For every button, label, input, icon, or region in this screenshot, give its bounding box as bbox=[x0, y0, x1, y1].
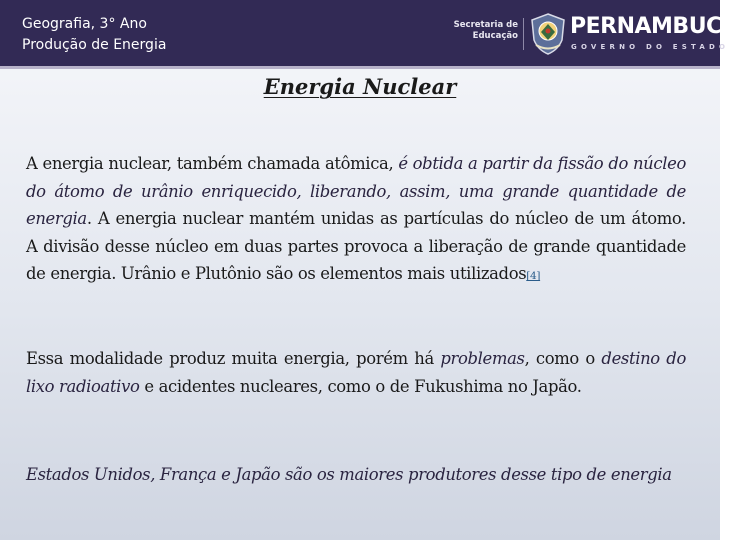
paragraph2-connector: , como o bbox=[524, 349, 602, 368]
paragraph2-rest: e acidentes nucleares, como o de Fukushima no Japão. bbox=[139, 376, 582, 396]
subject-line-topic: Produção de Energia bbox=[22, 37, 167, 53]
secretaria-line2: Educação bbox=[472, 31, 518, 41]
citation-link[interactable]: [4] bbox=[526, 270, 541, 282]
paragraph2-intro: Essa modalidade produz muita energia, porém há bbox=[26, 349, 441, 368]
paragraph1-intro: A energia nuclear, também chamada atômica, bbox=[26, 154, 399, 173]
state-crest-icon bbox=[528, 12, 568, 56]
slide-title-text: Energia Nuclear bbox=[263, 74, 457, 99]
paragraph1-rest: . A energia nuclear mantém unidas as partículas do núcleo de um átomo. A divisão desse núcleo em duas partes provoca a liberação de grande quantidade de energia. Urânio e Plutônio são os elementos mais utilizados bbox=[26, 209, 686, 283]
paragraph2-problems: problemas bbox=[440, 349, 525, 368]
paragraph2-waste: destino do lixo radioativo bbox=[26, 349, 686, 396]
brand-wordmark: PERNAMBUCO bbox=[570, 14, 740, 39]
header-bar bbox=[0, 0, 740, 66]
secretaria-line1: Secretaria de bbox=[453, 20, 518, 30]
secretaria-label bbox=[452, 20, 518, 42]
paragraph1-italic: é obtida a partir da fissão do núcleo do átomo de urânio enriquecido, liberando, assim, uma grande quantidade de energia bbox=[26, 154, 686, 228]
paragraph-problems bbox=[26, 345, 686, 400]
brand-subtitle: GOVERNO DO ESTADO bbox=[571, 43, 730, 51]
paragraph-definition bbox=[26, 150, 686, 291]
header-divider bbox=[0, 66, 720, 69]
paragraph-producers: Estados Unidos, França e Japão são os maiores produtores desse tipo de energia bbox=[26, 465, 672, 484]
slide-title bbox=[0, 74, 720, 99]
subject-label bbox=[22, 14, 166, 56]
logo-divider bbox=[523, 18, 524, 50]
subject-line-course: Geografia, 3° Ano bbox=[22, 16, 147, 32]
